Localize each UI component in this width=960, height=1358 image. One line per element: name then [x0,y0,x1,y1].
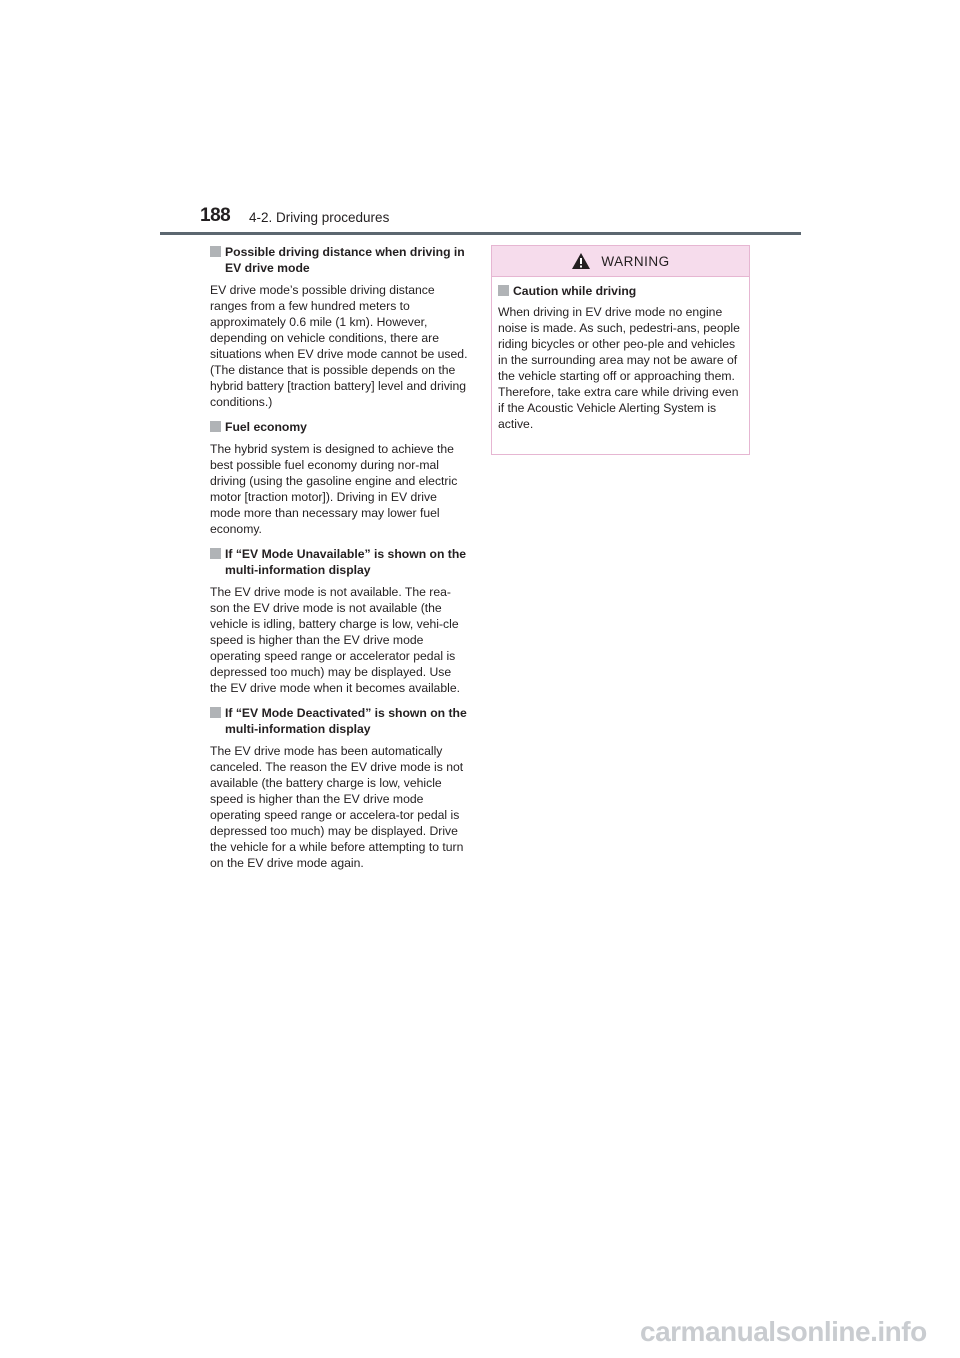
square-bullet-icon [210,246,221,257]
heading-text: If “EV Mode Unavailable” is shown on the multi-information display [225,547,467,577]
body-paragraph: The EV drive mode has been automatically canceled. The reason the EV drive mode is not available (the battery charge is low, vehicle speed is higher than the EV drive mode operating speed range or accelera-tor pedal is depressed too much) may be displayed. Drive the vehicle for a while before attempting to turn on the EV drive mode again. [210,744,464,870]
header-rule [160,232,801,235]
heading-text: Fuel economy [225,420,307,434]
section-heading [210,419,470,435]
warning-title: WARNING [601,253,670,269]
warning-triangle-icon [571,252,591,270]
left-column [210,244,470,880]
section-heading [210,705,470,737]
watermark: carmanualsonline.info [640,1316,927,1347]
heading-text: If “EV Mode Deactivated” is shown on the multi-information display [225,706,467,736]
body-paragraph: EV drive mode’s possible driving distance ranges from a few hundred meters to approximately 0.6 mile (1 km). However, depending on vehicle conditions, there are situations when EV drive mode cannot be used. (The distance that is possible depends on the hybrid battery [traction battery] level and driving conditions.) [210,283,468,409]
warning-text: When driving in EV drive mode no engine noise is made. As such, pedestri-ans, people riding bicycles or other peo-ple and vehicles in the surrounding area may not be aware of the vehicle starting off or approaching them. Therefore, take extra care while driving even if the Acoustic Vehicle Alerting System is active. [498,305,740,431]
square-bullet-icon [210,548,221,559]
section-heading [210,546,470,578]
body-paragraph: The hybrid system is designed to achieve the best possible fuel economy during nor-mal driving (using the gasoline engine and electric motor [traction motor]). Driving in EV drive mode more than necessary may lower fuel economy. [210,442,458,536]
page-number: 188 [200,205,231,226]
warning-body [492,277,749,432]
warning-heading [498,283,742,299]
section-heading [210,244,470,276]
square-bullet-icon [210,707,221,718]
square-bullet-icon [210,421,221,432]
square-bullet-icon [498,285,509,296]
heading-text: Caution while driving [513,284,637,298]
section-title: 4-2. Driving procedures [249,210,390,225]
warning-box [491,245,750,455]
body-paragraph: The EV drive mode is not available. The rea-son the EV drive mode is not available (the vehicle is idling, battery charge is low, vehi-cle speed is higher than the EV drive mode operating speed range or accelerator pedal is depressed too much) may be displayed. Use the EV drive mode when it becomes available. [210,585,460,695]
warning-header [492,246,749,277]
heading-text: Possible driving distance when driving in EV drive mode [225,245,465,275]
